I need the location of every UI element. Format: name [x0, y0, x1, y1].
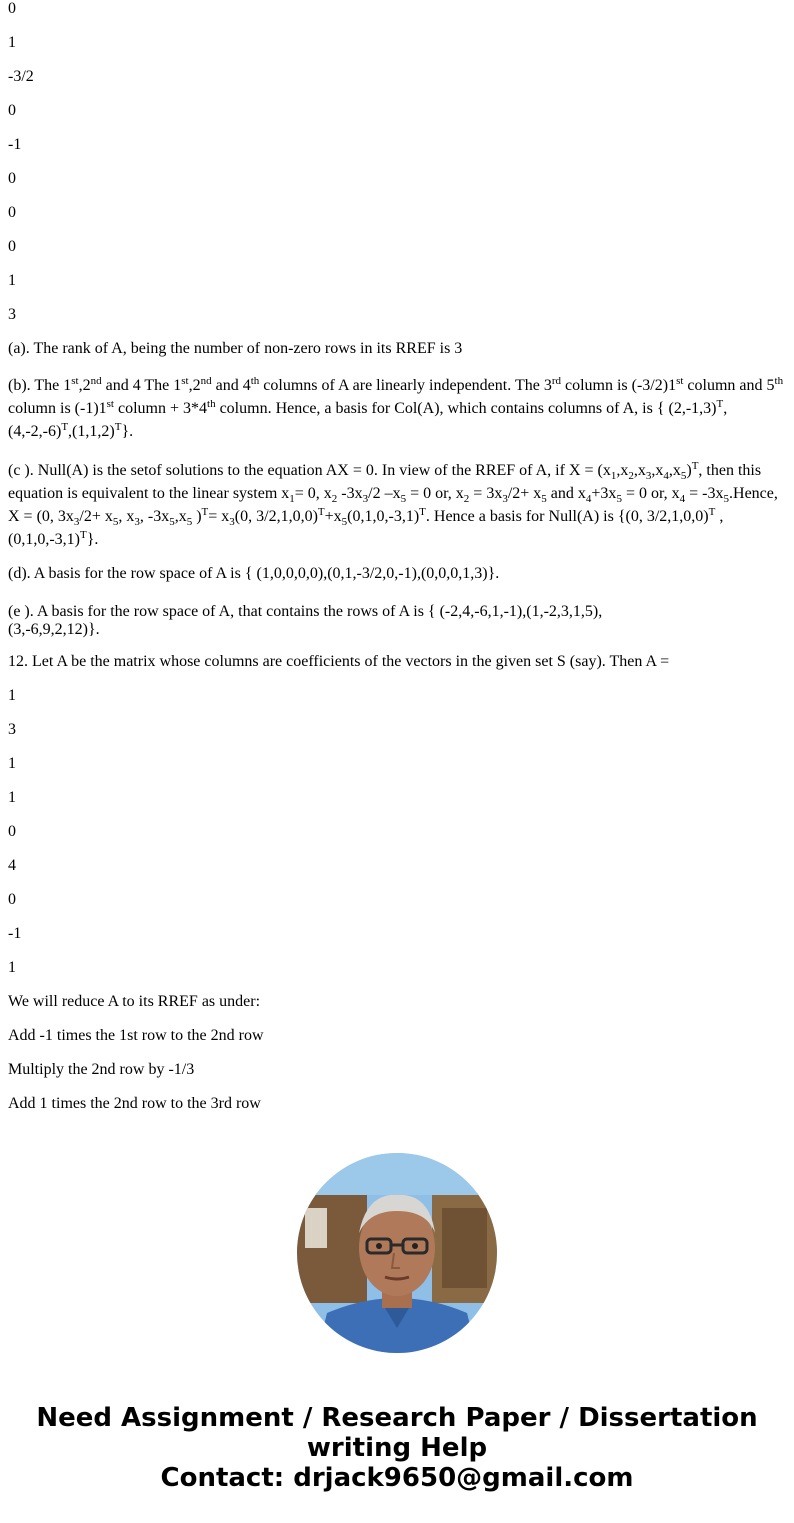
answer-b: (b). The 1st,2nd and 4 The 1st,2nd and 4th columns of A are linearly independent. The 3rd column is (-3/2)1st column and 5th column is (-1)1st column + 3*4th column. Hence, a basis for Col(A), which contains columns of A, is { $(2,-1,3)^T$, $(4,-2,-6)^T,(1,1,2)^T$}. — [8, 375, 784, 440]
promo-line-1: Need Assignment / Research Paper / Dissertation — [36, 1403, 758, 1433]
matrix-entry: 0 — [8, 170, 16, 187]
matrix-entry: 1 — [8, 34, 16, 51]
matrix-entry: -1 — [8, 136, 22, 153]
author-avatar — [297, 1153, 497, 1353]
matrix-entry: 1 — [8, 272, 16, 289]
matrix-entry: 0 — [8, 0, 16, 17]
reduction-step: We will reduce A to its RREF as under: — [8, 993, 261, 1010]
matrix-entry: 1 — [8, 789, 16, 806]
matrix-entry: 0 — [8, 238, 16, 255]
question-12-intro: 12. Let A be the matrix whose columns are coefficients of the vectors in the given set S (say). Then A = — [8, 653, 670, 670]
answer-a: (a). The rank of A, being the number of non-zero rows in its RREF is 3 — [8, 340, 463, 357]
matrix-entry: 3 — [8, 306, 16, 323]
matrix-entry: 3 — [8, 721, 16, 738]
reduction-step: Add -1 times the 1st row to the 2nd row — [8, 1027, 264, 1044]
promo-footer — [0, 1403, 794, 1493]
matrix-entry: 4 — [8, 857, 16, 874]
answer-d: (d). A basis for the row space of A is { (1,0,0,0,0),(0,1,-3/2,0,-1),(0,0,0,1,3)}. — [8, 565, 500, 582]
answer-c: (c ). Null(A) is the setof solutions to the equation AX = 0. In view of the RREF of A, if $X = (x_1,x_2,x_3,x_4,x_5)^T$, then this equation is equivalent to the linear system $x_1= 0$, $x_2$ $-3x_3/2$ $-x_5 = 0$ or, $x_2 = 3x_3/2+ x_5$ and $x_4+3x_5 = 0$ or, $x_4$ = $-3x_5.Hence$, X = (0, $3x_3/2+ x_5$, $x_3$, $-3x_5,x_5$ )$^T= x_3(0$, $3/2,1,0,0)^T+x_5(0,1,0,-3,1)^T$. Hence a basis for Null(A) is {(0, 3/2,1,0,0)$^T$ $,(0,1,0,-3,1)^T$}. — [8, 460, 778, 548]
reduction-steps — [8, 993, 786, 1129]
matrix-entry: 0 — [8, 204, 16, 221]
matrix-1-entries — [8, 0, 786, 340]
matrix-entry: -3/2 — [8, 68, 34, 85]
promo-line-2: writing Help — [306, 1433, 488, 1463]
matrix-entry: 1 — [8, 687, 16, 704]
matrix-entry: 1 — [8, 755, 16, 772]
matrix-entry: 0 — [8, 102, 16, 119]
reduction-step: Multiply the 2nd row by -1/3 — [8, 1061, 195, 1078]
matrix-2-entries — [8, 687, 786, 993]
matrix-entry: 0 — [8, 891, 16, 908]
answer-e — [8, 603, 786, 639]
matrix-entry: 0 — [8, 823, 16, 840]
matrix-entry: -1 — [8, 925, 22, 942]
contact-line: Contact: drjack9650@gmail.com — [160, 1463, 634, 1493]
reduction-step: Add 1 times the 2nd row to the 3rd row — [8, 1095, 261, 1112]
answer-e-line2: (3,-6,9,2,12)}. — [8, 621, 100, 638]
matrix-entry: 1 — [8, 959, 16, 976]
portrait-image — [297, 1153, 497, 1353]
answer-e-line1: (e ). A basis for the row space of A, that contains the rows of A is { (-2,4,-6,1,-1),(1,-2,3,1,5), — [8, 603, 603, 620]
